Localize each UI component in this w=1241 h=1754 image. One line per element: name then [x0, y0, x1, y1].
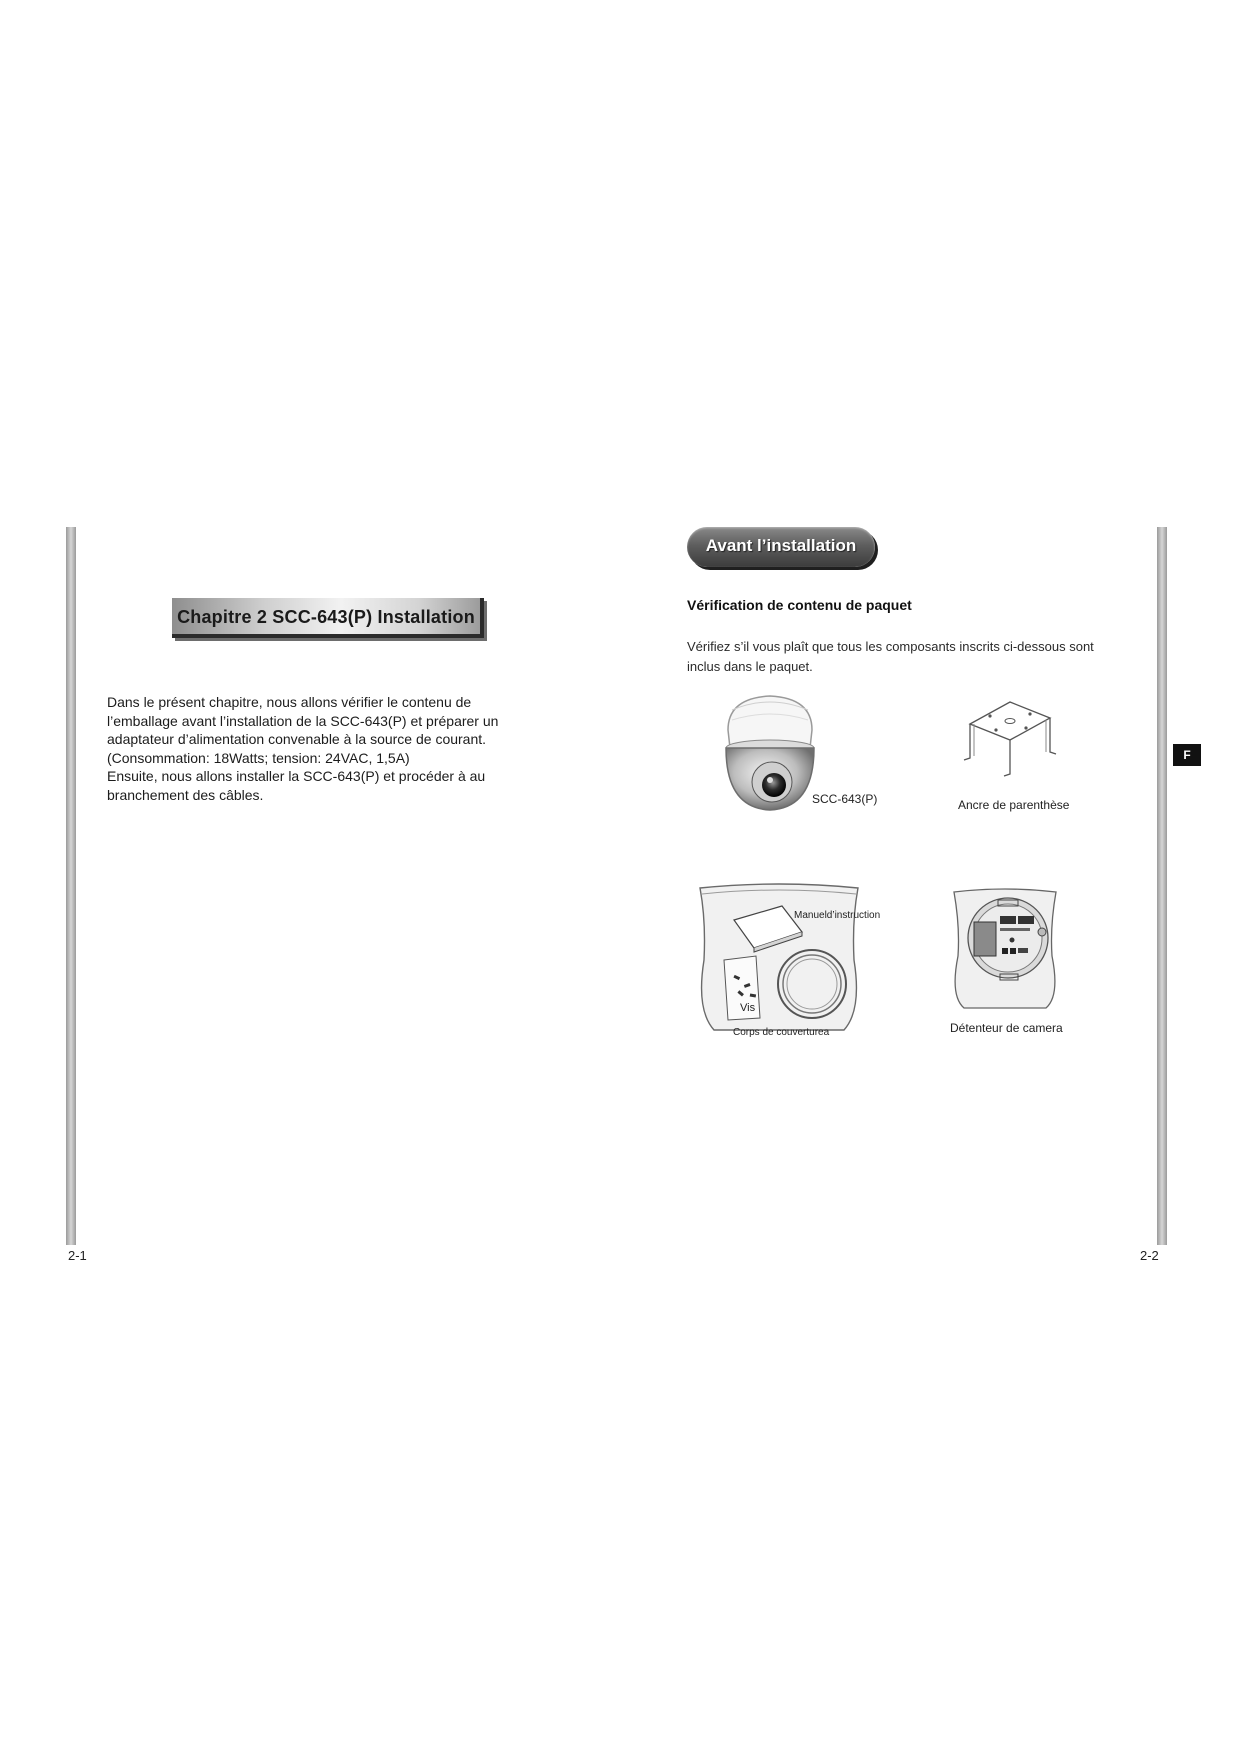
section-title: Avant l’installation [705, 536, 857, 555]
bracket-label: Ancre de parenthèse [958, 798, 1070, 812]
camera-holder-image [950, 886, 1060, 1014]
accessory-bag-image [694, 880, 864, 1040]
intro-line: Ensuite, nous allons installer la SCC-643(P) et procéder à au [107, 768, 486, 785]
page-number-left: 2-1 [68, 1248, 87, 1263]
cover-label: Corps de couverturea [733, 1027, 830, 1038]
intro-line: adaptateur d’alimentation convenable à la source de courant. [107, 731, 487, 748]
sub-heading: Vérification de contenu de paquet [687, 597, 912, 613]
language-tab: F [1173, 744, 1201, 766]
intro-line: branchement des câbles. [107, 786, 264, 803]
right-side-bar [1157, 527, 1167, 1245]
intro-line: (Consommation: 18Watts; tension: 24VAC, 1,5A) [107, 749, 410, 766]
manual-label: Manueld’instruction [794, 910, 881, 921]
section-title-pill [687, 527, 875, 567]
intro-line: l’emballage avant l’installation de la SCC-643(P) et préparer un [107, 712, 499, 729]
left-side-bar [66, 527, 76, 1245]
chapter-title: Chapitre 2 SCC-643(P) Installation [177, 607, 475, 627]
intro-line: Dans le présent chapitre, nous allons vérifier le contenu de [107, 694, 472, 710]
paragraph-line: Vérifiez s’il vous plaît que tous les composants inscrits ci-dessous sont [687, 639, 1094, 654]
verification-paragraph [687, 637, 1127, 677]
paragraph-line: inclus dans le paquet. [687, 659, 813, 674]
camera-label: SCC-643(P) [812, 792, 878, 806]
chapter-title-box [172, 598, 484, 638]
page-number-right: 2-2 [1140, 1248, 1159, 1263]
holder-label: Détenteur de camera [950, 1021, 1063, 1035]
intro-paragraph [107, 693, 527, 805]
bracket-image [960, 696, 1060, 786]
screws-label: Vis [740, 1002, 756, 1014]
